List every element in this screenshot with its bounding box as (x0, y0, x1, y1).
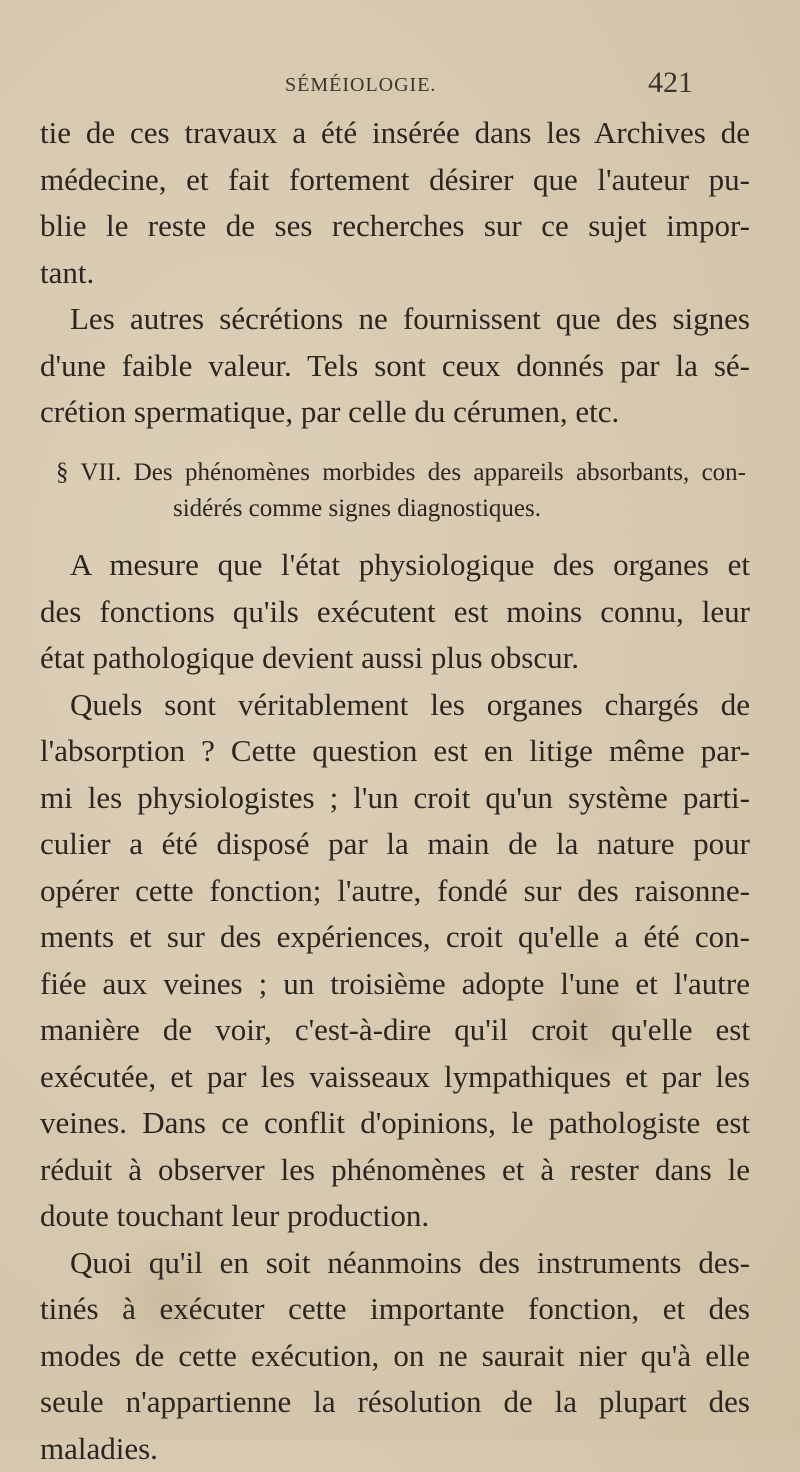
text-line: crétion spermatique, par celle du cérumen, etc. (40, 389, 750, 436)
text-line: d'une faible valeur. Tels sont ceux donnés par la sé- (40, 343, 750, 390)
text-block-section (40, 542, 750, 1472)
section-heading-line: § VII. Des phénomènes morbides des appareils absorbants, con- (56, 455, 746, 491)
text-line: l'absorption ? Cette question est en litige même par- (40, 728, 750, 775)
text-line: tinés à exécuter cette importante fonction, et des (40, 1286, 750, 1333)
text-line: seule n'appartienne la résolution de la plupart des (40, 1379, 750, 1426)
text-line: état pathologique devient aussi plus obscur. (40, 635, 750, 682)
running-title: SÉMÉIOLOGIE. (285, 74, 436, 97)
section-heading (56, 455, 746, 527)
text-line: modes de cette exécution, on ne saurait nier qu'à elle (40, 1333, 750, 1380)
text-line: culier a été disposé par la main de la nature pour (40, 821, 750, 868)
text-line: opérer cette fonction; l'autre, fondé sur des raisonne- (40, 868, 750, 915)
text-line: Les autres sécrétions ne fournissent que des signes (40, 296, 750, 343)
text-line: mi les physiologistes ; l'un croit qu'un système parti- (40, 775, 750, 822)
text-line: A mesure que l'état physiologique des organes et (40, 542, 750, 589)
text-block-top (40, 110, 750, 436)
page-header (0, 74, 800, 110)
section-heading-line: sidérés comme signes diagnostiques. (56, 491, 746, 527)
text-line: Quels sont véritablement les organes chargés de (40, 682, 750, 729)
text-line: blie le reste de ses recherches sur ce sujet impor- (40, 203, 750, 250)
text-line: tant. (40, 250, 750, 297)
text-line: manière de voir, c'est-à-dire qu'il croit qu'elle est (40, 1007, 750, 1054)
text-line: Quoi qu'il en soit néanmoins des instruments des- (40, 1240, 750, 1287)
text-line: veines. Dans ce conflit d'opinions, le pathologiste est (40, 1100, 750, 1147)
text-line: doute touchant leur production. (40, 1193, 750, 1240)
text-line: maladies. (40, 1426, 750, 1472)
text-line: réduit à observer les phénomènes et à rester dans le (40, 1147, 750, 1194)
text-line: fiée aux veines ; un troisième adopte l'une et l'autre (40, 961, 750, 1008)
text-line: médecine, et fait fortement désirer que l'auteur pu- (40, 157, 750, 204)
text-line: tie de ces travaux a été insérée dans les Archives de (40, 110, 750, 157)
page-number: 421 (648, 66, 693, 100)
text-line: exécutée, et par les vaisseaux lympathiques et par les (40, 1054, 750, 1101)
text-line: des fonctions qu'ils exécutent est moins connu, leur (40, 589, 750, 636)
text-line: ments et sur des expériences, croit qu'elle a été con- (40, 914, 750, 961)
